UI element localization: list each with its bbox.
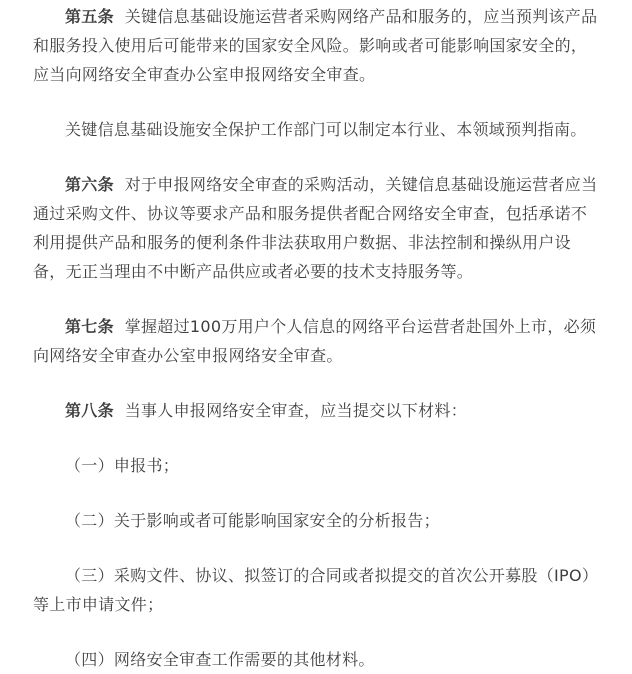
article-text: 对于申报网络安全审查的采购活动，关键信息基础设施运营者应当通过采购文件、协议等要求产品和服务提供者配合网络安全审查，包括承诺不利用提供产品和服务的便利条件非法获取用户数据、非法控制和操纵用户设备，无正当理由不中断产品供应或者必要的技术支持服务等。 [33, 175, 598, 281]
article-text: 当事人申报网络安全审查，应当提交以下材料： [124, 401, 467, 420]
article-5 [33, 0, 600, 89]
material-item: （四）网络安全审查工作需要的其他材料。 [65, 650, 375, 669]
material-item: （三）采购文件、协议、拟签订的合同或者拟提交的首次公开募股（IPO）等上市申请文件； [33, 566, 599, 614]
article-8 [33, 396, 600, 425]
article-heading: 第七条 [65, 317, 114, 336]
article-heading: 第五条 [65, 7, 114, 26]
material-item: （二）关于影响或者可能影响国家安全的分析报告； [65, 511, 440, 530]
article-text: 关键信息基础设施安全保护工作部门可以制定本行业、本领域预判指南。 [65, 120, 587, 139]
article-7 [33, 312, 600, 370]
article-text: 掌握超过100万用户个人信息的网络平台运营者赴国外上市，必须向网络安全审查办公室申报网络安全审查。 [33, 317, 597, 365]
article-5-supplement [33, 115, 600, 144]
article-heading: 第八条 [65, 401, 114, 420]
article-heading: 第六条 [65, 175, 114, 194]
article-text: 关键信息基础设施运营者采购网络产品和服务的，应当预判该产品和服务投入使用后可能带来的国家安全风险。影响或者可能影响国家安全的，应当向网络安全审查办公室申报网络安全审查。 [33, 7, 598, 84]
material-item: （一）申报书； [65, 456, 180, 475]
article-6 [33, 170, 600, 286]
